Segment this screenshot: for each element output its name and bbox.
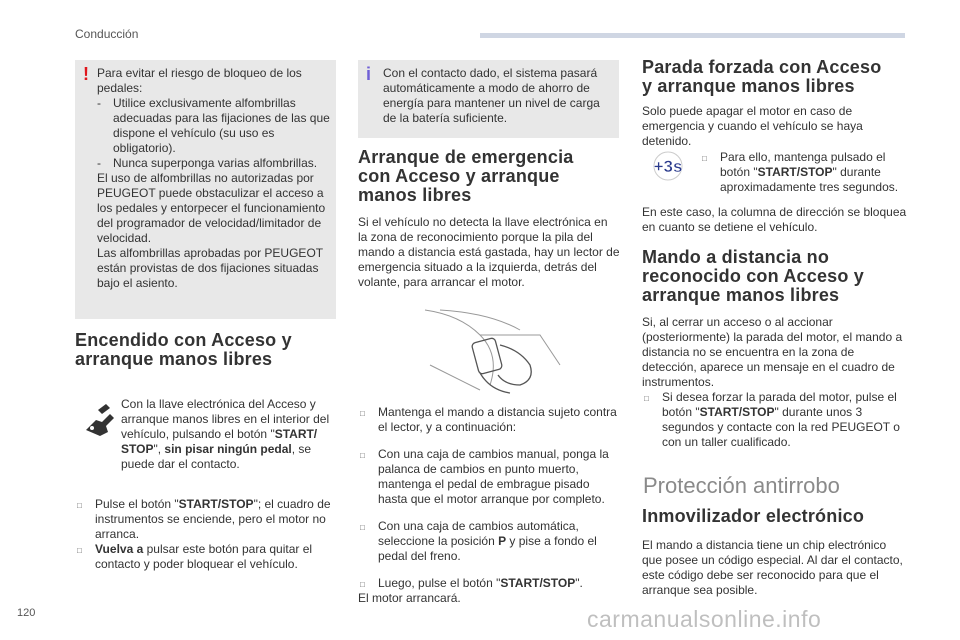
step-item: [75, 542, 337, 572]
warning-paragraph: El uso de alfombrillas no autorizadas por PEUGEOT puede obstaculizar el acceso a los pedales y entorpecer el funcionamiento del programador de velocidad/limitador de velocidad.: [97, 171, 326, 245]
text-emphasis: P: [498, 534, 507, 548]
text-run: " durante aproximadamente tres segundos.: [720, 165, 899, 194]
button-name: START/STOP: [500, 576, 576, 590]
three-seconds-icon: [644, 151, 692, 181]
section-title: Conducción: [75, 27, 139, 41]
step-item: [642, 390, 910, 450]
heading-line: manos libres: [358, 185, 472, 205]
heading-line: Parada forzada con Acceso: [642, 57, 882, 77]
text-run: Con una caja de cambios automática, seleccione la posición: [378, 519, 579, 548]
watermark: carmanualsonline.info: [587, 606, 822, 632]
parada-step: [700, 150, 900, 195]
heading-line: arranque manos libres: [75, 349, 273, 369]
heading-line: arranque manos libres: [642, 285, 840, 305]
button-name: START/ STOP: [121, 427, 318, 456]
warning-icon: !: [83, 64, 89, 84]
warning-list: [97, 96, 333, 171]
encendido-steps: [75, 497, 337, 572]
parada-text: Solo puede apagar el motor en caso de emergencia y cuando el vehículo se haya detenido.: [642, 104, 863, 148]
warning-content: [97, 66, 333, 291]
badge-text: +3s: [653, 157, 683, 176]
parada-heading: [642, 58, 917, 96]
step-item: □ Con una caja de cambios manual, ponga la palanca de cambios en punto muerto, mantenga el pedal de embrague pisado hasta que el motor arranque por completo.: [358, 447, 620, 507]
text-run: Pulse el botón ": [95, 497, 179, 511]
text-run: Con la llave electrónica del Acceso y arranque manos libres en el interior del vehículo, pulsando el botón ": [121, 397, 330, 441]
heading-line: y arranque manos libres: [642, 76, 855, 96]
step-item: [358, 519, 620, 564]
emergencia-final: El motor arrancará.: [358, 591, 461, 605]
mando-paragraph: Si, al cerrar un acceso o al accionar (posteriormente) la parada del motor, el mando a distancia no se encuentra en la zona de detección, aparece un mensaje en el cuadro de instrumentos.: [642, 315, 903, 389]
text-run: , se puede dar el contacto.: [121, 442, 312, 471]
text-run: ".: [575, 576, 583, 590]
button-name: START/STOP: [699, 405, 775, 419]
info-text: Con el contacto dado, el sistema pasará automáticamente a modo de ahorro de energía para mantener un nivel de carga de la batería suficiente.: [383, 66, 600, 125]
step-item: □ Mantenga el mando a distancia sujeto contra el lector, y a continuación:: [358, 405, 620, 435]
key-hand-icon: [80, 400, 120, 440]
emergencia-steps: [358, 405, 620, 606]
page-number: 120: [17, 607, 36, 619]
text-run: Para ello, mantenga pulsado el botón ": [720, 150, 886, 179]
inmovilizador-text: El mando a distancia tiene un chip electrónico que posee un código especial. Al dar el contacto, este código debe ser reconocido para que el arranque sea posible.: [642, 538, 903, 597]
step-item: [358, 576, 620, 591]
button-name: START/STOP: [178, 497, 254, 511]
warning-paragraph: Las alfombrillas aprobadas por PEUGEOT están provistas de dos fijaciones situadas bajo el asiento.: [97, 246, 323, 290]
warning-item: - Utilice exclusivamente alfombrillas adecuadas para las fijaciones de las que dispone el vehículo (su uso es obligatorio).: [97, 96, 333, 156]
inmovilizador-heading: Inmovilizador electrónico: [642, 506, 865, 526]
mando-text: [642, 315, 910, 450]
heading-line: con Acceso y arranque: [358, 166, 560, 186]
text-run: Luego, pulse el botón ": [378, 576, 501, 590]
text-run: " durante unos 3 segundos y contacte con la red PEUGEOT o con un taller cualificado.: [662, 405, 900, 449]
heading-line: Mando a distancia no: [642, 247, 830, 267]
remote-reader-illustration: [420, 305, 570, 400]
text-run: "; el cuadro de instrumentos se enciende, pero el motor no arranca.: [95, 497, 331, 541]
step-item: [700, 150, 900, 195]
text-emphasis: sin pisar ningún pedal: [164, 442, 292, 456]
warning-item: - Nunca superponga varias alfombrillas.: [97, 156, 333, 171]
heading-line: Encendido con Acceso y: [75, 330, 292, 350]
button-name: START/STOP: [757, 165, 833, 179]
heading-line: reconocido con Acceso y: [642, 266, 864, 286]
text-run: ",: [153, 442, 165, 456]
step-item: [75, 497, 337, 542]
text-run: pulsar este botón para quitar el contacto y poder bloquear el vehículo.: [95, 542, 313, 571]
mando-heading: [642, 248, 917, 305]
info-icon: i: [366, 64, 372, 84]
encendido-text: [121, 397, 339, 472]
text-run: y pise a fondo el pedal del freno.: [378, 534, 597, 563]
proteccion-heading: Protección antirrobo: [643, 473, 840, 498]
parada-after: En este caso, la columna de dirección se bloquea en cuanto se detiene el vehículo.: [642, 205, 907, 234]
warning-intro: Para evitar el riesgo de bloqueo de los pedales:: [97, 66, 302, 95]
encendido-heading: [75, 331, 340, 369]
header-bar: [480, 33, 905, 38]
text-run: Si desea forzar la parada del motor, pulse el botón ": [662, 390, 897, 419]
emergencia-heading: [358, 148, 623, 205]
emergencia-text: Si el vehículo no detecta la llave electrónica en la zona de reconocimiento porque la pila del mando a distancia está gastada, hay un lector de emergencia situado a la izquierda, detrás del volante, para arrancar el motor.: [358, 215, 620, 289]
text-emphasis: Vuelva a: [95, 542, 144, 556]
heading-line: Arranque de emergencia: [358, 147, 574, 167]
